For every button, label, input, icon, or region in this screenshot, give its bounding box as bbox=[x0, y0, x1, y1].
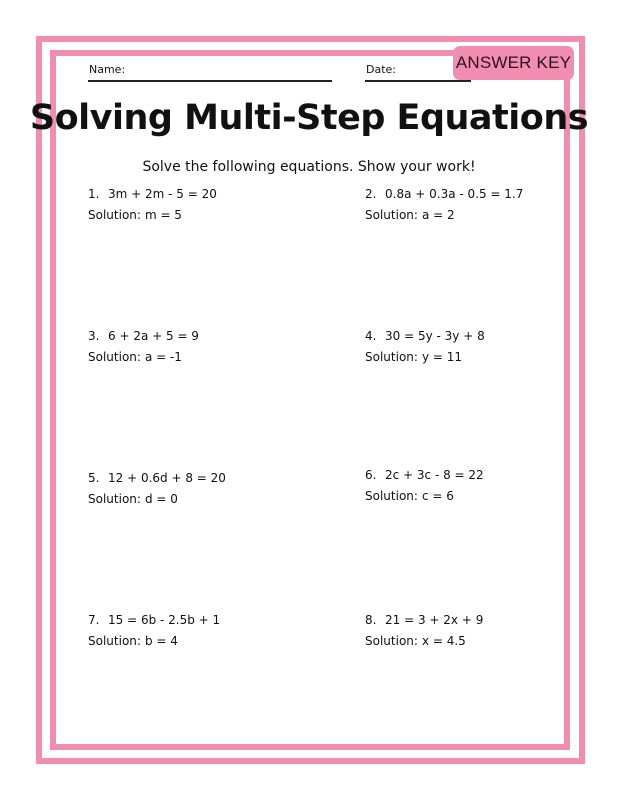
solution-label: Solution: bbox=[365, 350, 418, 364]
problem-5 bbox=[88, 470, 226, 508]
problem-equation: 15 = 6b - 2.5b + 1 bbox=[108, 613, 221, 627]
page-title: Solving Multi-Step Equations bbox=[29, 98, 589, 138]
problem-number: 4. bbox=[365, 329, 377, 343]
solution-value: y = 11 bbox=[421, 350, 462, 364]
solution-label: Solution: bbox=[365, 208, 418, 222]
problem-1 bbox=[88, 186, 217, 224]
problem-number: 2. bbox=[365, 187, 377, 201]
problem-8 bbox=[365, 612, 483, 650]
solution-label: Solution: bbox=[88, 350, 141, 364]
solution-label: Solution: bbox=[88, 634, 141, 648]
problem-equation: 30 = 5y - 3y + 8 bbox=[385, 329, 485, 343]
problem-number: 8. bbox=[365, 613, 377, 627]
solution-value: x = 4.5 bbox=[421, 634, 466, 648]
problem-equation: 21 = 3 + 2x + 9 bbox=[385, 613, 484, 627]
problem-equation: 2c + 3c - 8 = 22 bbox=[385, 468, 484, 482]
problem-4 bbox=[365, 328, 485, 366]
problem-3 bbox=[88, 328, 199, 366]
problem-6 bbox=[365, 467, 484, 505]
solution-value: a = 2 bbox=[421, 208, 455, 222]
name-line[interactable] bbox=[88, 80, 332, 82]
date-line[interactable] bbox=[365, 80, 471, 82]
problem-7 bbox=[88, 612, 220, 650]
problem-equation: 3m + 2m - 5 = 20 bbox=[108, 187, 217, 201]
solution-label: Solution: bbox=[365, 634, 418, 648]
problem-number: 1. bbox=[88, 187, 100, 201]
name-label: Name: bbox=[89, 63, 126, 76]
instructions: Solve the following equations. Show your work! bbox=[142, 159, 476, 175]
solution-label: Solution: bbox=[88, 208, 141, 222]
problem-equation: 12 + 0.6d + 8 = 20 bbox=[108, 471, 226, 485]
answer-key-badge: ANSWER KEY bbox=[453, 46, 574, 80]
solution-value: d = 0 bbox=[144, 492, 178, 506]
solution-value: b = 4 bbox=[144, 634, 178, 648]
problem-number: 5. bbox=[88, 471, 100, 485]
solution-value: m = 5 bbox=[144, 208, 182, 222]
problem-2 bbox=[365, 186, 523, 224]
solution-value: c = 6 bbox=[421, 489, 454, 503]
problem-equation: 0.8a + 0.3a - 0.5 = 1.7 bbox=[385, 187, 524, 201]
problem-number: 7. bbox=[88, 613, 100, 627]
problem-number: 6. bbox=[365, 468, 377, 482]
solution-label: Solution: bbox=[365, 489, 418, 503]
solution-value: a = -1 bbox=[144, 350, 182, 364]
date-label: Date: bbox=[366, 63, 396, 76]
problem-number: 3. bbox=[88, 329, 100, 343]
problem-equation: 6 + 2a + 5 = 9 bbox=[108, 329, 199, 343]
solution-label: Solution: bbox=[88, 492, 141, 506]
